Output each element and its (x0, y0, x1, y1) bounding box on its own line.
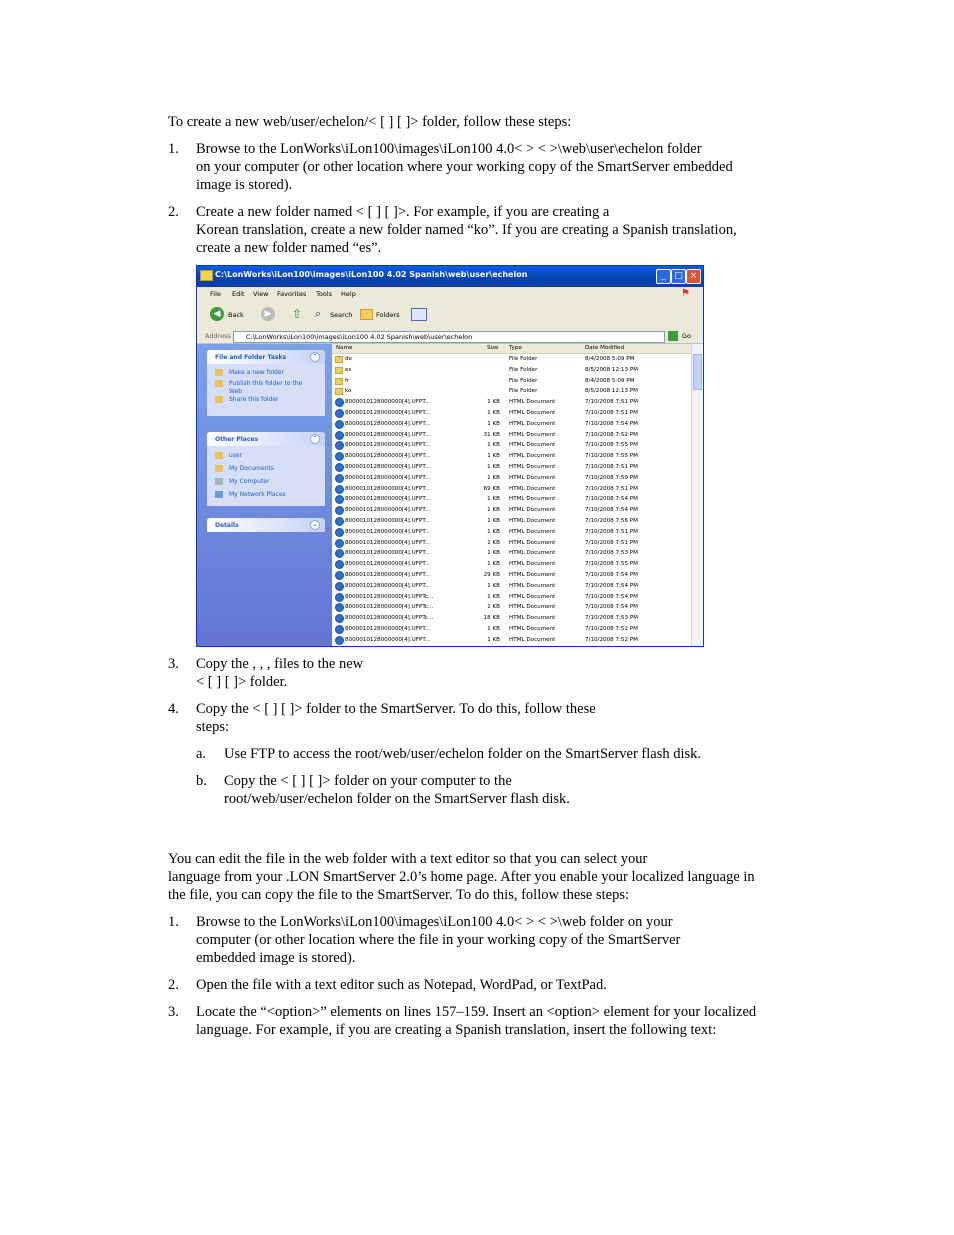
up-folder-icon[interactable]: ⇧ (292, 307, 303, 321)
file-name: 8000010128000000[4].UFPT... (345, 539, 431, 546)
task-label: Publish this folder to the (229, 380, 303, 387)
menu-bar (197, 287, 703, 302)
file-size: 69 KB (483, 485, 500, 492)
task-item[interactable] (207, 394, 325, 405)
task-item-continued[interactable] (207, 386, 325, 394)
file-type: HTML Document (509, 615, 556, 622)
column-size[interactable]: Size (487, 345, 499, 351)
file-date: 8/4/2008 5:09 PM (585, 377, 635, 384)
task-pane (197, 344, 332, 646)
panel-title: Details (215, 522, 239, 529)
step-text: Copy the < [ ] [ ]> folder to the SmartServer. To do this, follow these (196, 701, 596, 717)
file-type: HTML Document (509, 453, 556, 460)
file-size: 1 KB (487, 550, 500, 557)
html-document-icon (335, 593, 344, 602)
step-number: 1. (168, 914, 179, 930)
file-type: HTML Document (509, 507, 556, 514)
menu-help[interactable]: Help (341, 290, 356, 298)
file-name: 8000010128000000[4].UFPT... (345, 399, 431, 406)
step-text: Korean translation, create a new folder named “ko”. If you are creating a Spanish translation, (196, 222, 737, 238)
explorer-screenshot (196, 265, 704, 647)
column-type[interactable]: Type (509, 345, 522, 351)
file-size: 1 KB (487, 561, 500, 568)
file-date: 7/10/2008 7:52 PM (585, 431, 638, 438)
html-document-icon (335, 420, 344, 429)
intro-text: To create a new web/user/echelon/< [ ] [ ]> folder, follow these steps: (168, 114, 572, 130)
step-number: 2. (168, 977, 179, 993)
html-document-icon (335, 539, 344, 548)
file-row[interactable] (332, 538, 692, 549)
step-text: Browse to the LonWorks\iLon100\images\iLon100 4.0< > < >\web folder on your (196, 914, 673, 930)
file-type: HTML Document (509, 485, 556, 492)
html-document-icon (335, 441, 344, 450)
step-text: create a new folder named “es”. (196, 240, 382, 256)
menu-tools[interactable]: Tools (316, 290, 333, 298)
file-row[interactable] (332, 581, 692, 592)
html-document-icon (335, 549, 344, 558)
html-document-icon (335, 506, 344, 515)
window-title: C:\LonWorks\iLon100\images\iLon100 4.02 Spanish\web\user\echelon (215, 270, 528, 279)
file-date: 7/10/2008 7:53 PM (585, 615, 638, 622)
file-row[interactable] (332, 592, 692, 603)
html-document-icon (335, 560, 344, 569)
file-name: 8000010128000000[4].UFPT... (345, 626, 431, 632)
file-size: 18 KB (483, 615, 500, 622)
address-label: Address (205, 332, 231, 340)
file-row[interactable] (332, 635, 692, 646)
file-date: 7/10/2008 7:54 PM (585, 507, 638, 514)
search-button[interactable]: Search (330, 311, 353, 319)
html-document-icon (335, 474, 344, 483)
close-icon[interactable]: × (686, 269, 701, 284)
file-date: 8/5/2008 12:13 PM (585, 388, 638, 395)
file-type: HTML Document (509, 582, 556, 589)
html-document-icon (335, 636, 344, 645)
task-label: Share this folder (229, 396, 279, 403)
maximize-icon[interactable]: □ (671, 269, 686, 284)
html-document-icon (335, 452, 344, 461)
file-row[interactable] (332, 613, 692, 624)
file-type: HTML Document (509, 561, 556, 568)
file-name: 8000010128000000[4].UFPT... (345, 453, 431, 460)
paragraph-line: You can edit the file in the web folder with a text editor so that you can select your (168, 851, 648, 867)
file-date: 7/10/2008 7:54 PM (585, 572, 638, 578)
file-folder-tasks-panel (207, 350, 325, 416)
file-date: 7/10/2008 7:54 PM (585, 604, 638, 611)
file-date: 7/10/2008 7:53 PM (585, 550, 638, 557)
file-type: HTML Document (509, 496, 556, 503)
html-document-icon (335, 398, 344, 407)
file-size: 1 KB (487, 582, 500, 589)
other-places-panel (207, 432, 325, 506)
file-size: 1 KB (487, 507, 500, 514)
file-date: 7/10/2008 7:51 PM (585, 528, 638, 535)
file-row[interactable] (332, 440, 692, 451)
toolbar (197, 301, 703, 330)
step-text: computer (or other location where the file in your working copy of the SmartServer (196, 932, 681, 948)
scroll-thumb[interactable] (693, 354, 702, 390)
place-item[interactable] (207, 489, 325, 500)
html-document-icon (335, 517, 344, 526)
file-type: HTML Document (509, 431, 556, 438)
file-name: 8000010128000000[4].UFPT... (345, 572, 431, 578)
file-row[interactable] (332, 473, 692, 484)
file-row[interactable] (332, 548, 692, 559)
folder-icon (335, 378, 343, 385)
folder-icon (335, 367, 343, 374)
step-text: < [ ] [ ]> folder. (196, 674, 288, 690)
file-date: 7/10/2008 7:54 PM (585, 420, 638, 427)
file-size: 31 KB (483, 431, 500, 438)
file-row[interactable] (332, 527, 692, 538)
file-row[interactable] (332, 494, 692, 505)
task-label: Make a new folder (229, 369, 285, 376)
file-date: 7/10/2008 7:51 PM (585, 410, 638, 416)
file-size: 29 KB (483, 572, 500, 578)
file-type: HTML Document (509, 636, 556, 643)
file-row[interactable] (332, 559, 692, 570)
step-text: steps: (196, 719, 230, 735)
file-row[interactable] (332, 505, 692, 516)
file-name: 8000010128000000[4].UFPT... (345, 561, 431, 568)
file-name: 8000010128000000[4].UFPT... (345, 464, 431, 470)
file-type: HTML Document (509, 474, 556, 481)
place-item[interactable] (207, 476, 325, 487)
file-type: HTML Document (509, 399, 556, 406)
file-type: File Folder (509, 356, 538, 362)
file-date: 7/10/2008 7:59 PM (585, 474, 638, 481)
place-label: My Network Places (229, 491, 286, 498)
html-document-icon (335, 603, 344, 612)
file-date: 7/10/2008 7:52 PM (585, 626, 638, 632)
file-size: 1 KB (487, 636, 500, 643)
step-number: 3. (168, 656, 179, 672)
collapse-icon[interactable]: ⌃ (310, 434, 320, 444)
file-name: 8000010128000000[4].UFPT... (345, 496, 431, 503)
step-number: 4. (168, 701, 179, 717)
file-date: 7/10/2008 7:51 PM (585, 399, 638, 406)
address-input[interactable] (233, 331, 665, 343)
file-size: 1 KB (487, 420, 500, 427)
menu-favorites[interactable]: Favorites (277, 290, 307, 298)
column-header (332, 344, 692, 354)
file-list (332, 344, 703, 646)
folder-icon (335, 356, 343, 363)
search-icon[interactable]: ⌕ (315, 307, 322, 320)
place-item[interactable] (207, 463, 325, 474)
substep-text: Use FTP to access the root/web/user/echelon folder on the SmartServer flash disk. (224, 746, 702, 762)
step-text: embedded image is stored). (196, 950, 356, 966)
file-type: HTML Document (509, 539, 556, 546)
menu-edit[interactable]: Edit (232, 290, 245, 298)
back-icon[interactable]: ◀ (210, 307, 224, 321)
file-name: 8000010128000000[4].UFPTc... (345, 593, 434, 600)
file-row[interactable] (332, 397, 692, 408)
file-row[interactable] (332, 570, 692, 581)
file-type: HTML Document (509, 626, 556, 632)
file-size: 1 KB (487, 528, 500, 535)
html-document-icon (335, 571, 344, 580)
file-date: 7/10/2008 7:54 PM (585, 582, 638, 589)
file-size: 1 KB (487, 626, 500, 632)
file-name: ko (345, 388, 352, 395)
collapse-icon[interactable]: ⌃ (310, 352, 320, 362)
details-panel (207, 518, 325, 532)
file-type: HTML Document (509, 420, 556, 427)
task-label: Web (229, 388, 243, 395)
file-row[interactable] (332, 602, 692, 613)
step-text: Create a new folder named < [ ] [ ]>. For example, if you are creating a (196, 204, 610, 220)
file-row[interactable] (332, 516, 692, 527)
file-name: 8000010128000000[4].UFPT... (345, 528, 431, 535)
file-type: File Folder (509, 377, 538, 384)
file-date: 8/4/2008 5:09 PM (585, 356, 635, 362)
file-size: 1 KB (487, 453, 500, 460)
go-icon[interactable] (668, 331, 678, 341)
file-date: 7/10/2008 7:55 PM (585, 453, 638, 460)
file-row[interactable] (332, 365, 692, 376)
folder-icon (200, 270, 213, 281)
go-button[interactable]: Go (682, 332, 692, 340)
substep-text: Copy the < [ ] [ ]> folder on your computer to the (224, 773, 512, 789)
html-document-icon (335, 409, 344, 418)
substep-letter: a. (196, 746, 207, 762)
place-label: user (229, 452, 243, 459)
file-name: 8000010128000000[4].UFPT... (345, 550, 431, 557)
file-date: 7/10/2008 7:52 PM (585, 636, 638, 643)
file-name: de (345, 356, 352, 362)
file-name: 8000010128000000[4].UFPT... (345, 442, 431, 449)
file-size: 1 KB (487, 518, 500, 524)
file-name: 8000010128000000[4].UFPT... (345, 582, 431, 589)
substep-letter: b. (196, 773, 207, 789)
html-document-icon (335, 431, 344, 440)
file-size: 1 KB (487, 604, 500, 611)
file-row[interactable] (332, 430, 692, 441)
file-name: 8000010128000000[4].UFPTc... (345, 604, 434, 611)
file-size: 1 KB (487, 496, 500, 503)
file-name: 8000010128000000[4].UFPT... (345, 485, 431, 492)
task-item[interactable] (207, 367, 325, 378)
file-row[interactable] (332, 462, 692, 473)
file-type: HTML Document (509, 572, 556, 578)
html-document-icon (335, 485, 344, 494)
file-name: 8000010128000000[4].UFPT... (345, 636, 431, 643)
file-row[interactable] (332, 451, 692, 462)
address-value: C:\LonWorks\iLon100\images\iLon100 4.02 Spanish\web\user\echelon (246, 333, 473, 341)
place-item[interactable] (207, 450, 325, 461)
file-date: 7/10/2008 7:51 PM (585, 485, 638, 492)
folders-button[interactable]: Folders (376, 311, 400, 319)
views-icon[interactable] (411, 308, 427, 321)
windows-logo-icon: ⚑ (681, 288, 690, 299)
file-type: HTML Document (509, 528, 556, 535)
file-row[interactable] (332, 484, 692, 495)
file-name: es (345, 366, 352, 373)
file-type: HTML Document (509, 442, 556, 449)
file-name: 8000010128000000[4].UFPT... (345, 507, 431, 514)
step-text: Copy the , , , files to the new (196, 656, 364, 672)
vertical-scrollbar[interactable] (691, 344, 701, 646)
file-type: HTML Document (509, 604, 556, 611)
step-text: image is stored). (196, 177, 293, 193)
file-name: 8000010128000000[4].UFPTc... (345, 615, 434, 622)
column-name[interactable]: Name (336, 345, 353, 351)
file-row[interactable] (332, 386, 692, 397)
forward-icon[interactable]: ▶ (261, 307, 275, 321)
substep-text: root/web/user/echelon folder on the SmartServer flash disk. (224, 791, 570, 807)
file-row[interactable] (332, 408, 692, 419)
expand-icon[interactable]: ⌄ (310, 520, 320, 530)
file-name: 8000010128000000[4].UFPT... (345, 474, 431, 481)
html-document-icon (335, 582, 344, 591)
step-text: language. For example, if you are creating a Spanish translation, insert the following text: (196, 1022, 717, 1038)
place-label: My Documents (229, 465, 274, 472)
file-size: 1 KB (487, 410, 500, 416)
step-text: Browse to the LonWorks\iLon100\images\iLon100 4.0< > < >\web\user\echelon folder (196, 141, 702, 157)
back-button[interactable]: Back (228, 311, 244, 319)
file-date: 8/5/2008 12:13 PM (585, 366, 638, 373)
file-type: File Folder (509, 366, 538, 373)
file-size: 1 KB (487, 442, 500, 449)
file-date: 7/10/2008 7:51 PM (585, 464, 638, 470)
file-type: File Folder (509, 388, 538, 395)
file-size: 1 KB (487, 593, 500, 600)
panel-title: Other Places (215, 436, 259, 443)
file-date: 7/10/2008 7:51 PM (585, 539, 638, 546)
file-name: 8000010128000000[4].UFPT... (345, 431, 431, 438)
html-document-icon (335, 528, 344, 537)
file-size: 1 KB (487, 464, 500, 470)
file-name: 8000010128000000[4].UFPT... (345, 518, 431, 524)
file-date: 7/10/2008 7:55 PM (585, 442, 638, 449)
file-row[interactable] (332, 419, 692, 430)
file-size: 1 KB (487, 474, 500, 481)
file-type: HTML Document (509, 518, 556, 524)
file-date: 7/10/2008 7:56 PM (585, 518, 638, 524)
step-text: Locate the “<option>” elements on lines 157–159. Insert an <option> element for your localized (196, 1004, 757, 1020)
html-document-icon (335, 463, 344, 472)
step-number: 3. (168, 1004, 179, 1020)
file-date: 7/10/2008 7:55 PM (585, 561, 638, 568)
file-type: HTML Document (509, 550, 556, 557)
column-date[interactable]: Date Modified (585, 345, 625, 351)
minimize-icon[interactable]: _ (656, 269, 671, 284)
address-bar (197, 329, 703, 344)
file-type: HTML Document (509, 593, 556, 600)
file-size: 1 KB (487, 399, 500, 406)
file-type: HTML Document (509, 410, 556, 416)
step-number: 2. (168, 204, 179, 220)
menu-view[interactable]: View (253, 290, 269, 298)
file-row[interactable] (332, 376, 692, 387)
file-date: 7/10/2008 7:54 PM (585, 593, 638, 600)
html-document-icon (335, 495, 344, 504)
step-number: 1. (168, 141, 179, 157)
folder-icon (335, 388, 343, 395)
file-name: 8000010128000000[4].UFPT... (345, 420, 431, 427)
paragraph-line: language from your .LON SmartServer 2.0’s home page. After you enable your localized language in (168, 869, 755, 885)
window-titlebar (197, 266, 703, 287)
html-document-icon (335, 614, 344, 623)
menu-file[interactable]: File (210, 290, 221, 298)
folders-icon[interactable] (360, 309, 373, 320)
panel-title: File and Folder Tasks (215, 354, 287, 361)
file-type: HTML Document (509, 464, 556, 470)
file-name: 8000010128000000[4].UFPT... (345, 410, 431, 416)
html-document-icon (335, 625, 344, 634)
place-label: My Computer (229, 478, 270, 485)
file-row[interactable] (332, 624, 692, 635)
paragraph-line: the file, you can copy the file to the SmartServer. To do this, follow these steps: (168, 887, 630, 903)
file-size: 1 KB (487, 539, 500, 546)
step-text: Open the file with a text editor such as Notepad, WordPad, or TextPad. (196, 977, 607, 993)
file-name: fr (345, 377, 350, 384)
file-date: 7/10/2008 7:54 PM (585, 496, 638, 503)
file-row[interactable] (332, 354, 692, 365)
step-text: on your computer (or other location where your working copy of the SmartServer embedded (196, 159, 733, 175)
